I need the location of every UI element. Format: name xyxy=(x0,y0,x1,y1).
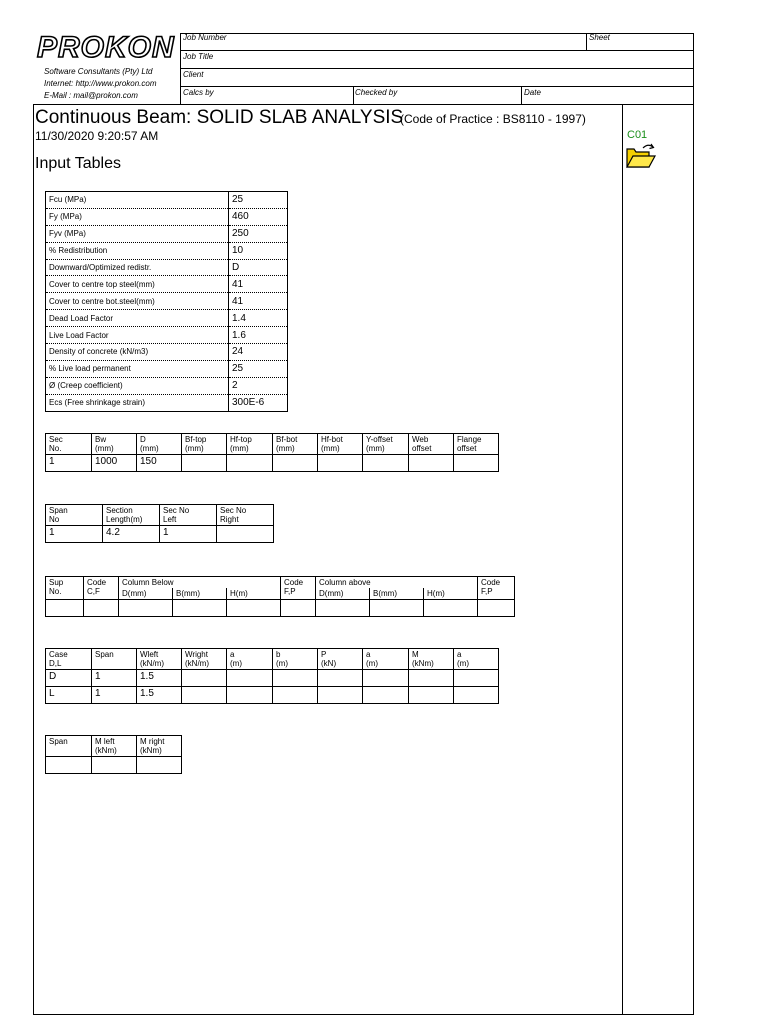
sheet-code: C01 xyxy=(627,129,648,141)
property-value: 10 xyxy=(229,242,288,259)
loads-header-cell: M (kNm) xyxy=(409,649,454,670)
table-cell xyxy=(182,670,227,687)
spans-header-cell: Sec No Left xyxy=(160,505,217,526)
table-row xyxy=(46,670,499,687)
sections-header-cell: Web offset xyxy=(409,434,454,455)
sections-header-cell: Bf-bot (mm) xyxy=(273,434,318,455)
company-website: Internet: http://www.prokon.com xyxy=(44,79,157,88)
table-cell: 150 xyxy=(137,455,182,472)
table-cell xyxy=(363,687,409,704)
table-cell xyxy=(273,455,318,472)
property-row xyxy=(46,377,288,394)
spans-table xyxy=(45,504,274,543)
table-cell: 4.2 xyxy=(103,526,160,543)
property-value: 460 xyxy=(229,208,288,225)
column-above-header: Column above xyxy=(316,577,478,589)
table-cell xyxy=(318,455,363,472)
table-row xyxy=(46,687,499,704)
calcs-by-label: Calcs by xyxy=(183,88,214,97)
table-cell xyxy=(46,757,92,774)
supports-table xyxy=(45,576,515,617)
supports-header-row xyxy=(46,577,515,589)
loads-header-cell: a (m) xyxy=(363,649,409,670)
spans-header-row xyxy=(46,505,274,526)
property-value: 41 xyxy=(229,293,288,310)
property-value: 25 xyxy=(229,192,288,209)
sheet-label: Sheet xyxy=(589,33,610,42)
property-value: 1.6 xyxy=(229,327,288,344)
property-row xyxy=(46,192,288,209)
table-cell xyxy=(363,670,409,687)
table-row xyxy=(46,455,499,472)
sections-header-cell: Sec No. xyxy=(46,434,92,455)
property-value: D xyxy=(229,259,288,276)
table-cell: 1 xyxy=(160,526,217,543)
table-cell xyxy=(217,526,274,543)
table-cell: D xyxy=(46,670,92,687)
property-value: 24 xyxy=(229,344,288,361)
property-row xyxy=(46,276,288,293)
checked-by-label: Checked by xyxy=(355,88,398,97)
table-cell xyxy=(454,687,499,704)
section-title: Input Tables xyxy=(35,155,121,172)
table-cell xyxy=(454,455,499,472)
job-title-label: Job Title xyxy=(183,52,214,61)
table-cell xyxy=(273,670,318,687)
property-label: Fy (MPa) xyxy=(46,208,229,225)
table-cell: L xyxy=(46,687,92,704)
table-cell xyxy=(409,670,454,687)
property-row xyxy=(46,327,288,344)
page-title: Continuous Beam: SOLID SLAB ANALYSIS xyxy=(35,107,404,128)
table-cell: 1 xyxy=(92,670,137,687)
sections-header-cell: Bf-top (mm) xyxy=(182,434,227,455)
moments-header-cell: M right (kNm) xyxy=(137,736,182,757)
loads-header-cell: Span xyxy=(92,649,137,670)
material-properties-table xyxy=(45,191,288,412)
moments-table xyxy=(45,735,182,774)
property-label: % Redistribution xyxy=(46,242,229,259)
property-label: Live Load Factor xyxy=(46,327,229,344)
loads-header-cell: a (m) xyxy=(454,649,499,670)
property-row xyxy=(46,208,288,225)
sections-header-row xyxy=(46,434,499,455)
table-cell xyxy=(409,455,454,472)
table-cell xyxy=(182,455,227,472)
table-cell xyxy=(227,687,273,704)
table-cell: 1 xyxy=(46,526,103,543)
moments-header-row xyxy=(46,736,182,757)
property-row xyxy=(46,293,288,310)
table-cell: 1.5 xyxy=(137,687,182,704)
open-folder-icon[interactable] xyxy=(625,143,657,174)
property-label: Cover to centre bot.steel(mm) xyxy=(46,293,229,310)
sections-header-cell: Flange offset xyxy=(454,434,499,455)
table-row xyxy=(46,757,182,774)
table-cell: 1 xyxy=(46,455,92,472)
property-label: Ecs (Free shrinkage strain) xyxy=(46,394,229,411)
property-label: Dead Load Factor xyxy=(46,310,229,327)
page-border-left xyxy=(33,104,34,1015)
table-cell xyxy=(363,455,409,472)
property-value: 25 xyxy=(229,360,288,377)
sections-header-cell: Hf-top (mm) xyxy=(227,434,273,455)
sections-header-cell: Y-offset (mm) xyxy=(363,434,409,455)
table-cell xyxy=(318,687,363,704)
property-value: 2 xyxy=(229,377,288,394)
property-row xyxy=(46,259,288,276)
loads-header-cell: b (m) xyxy=(273,649,318,670)
table-row xyxy=(46,600,515,617)
timestamp: 11/30/2020 9:20:57 AM xyxy=(35,129,159,143)
property-value: 250 xyxy=(229,225,288,242)
loads-header-cell: a (m) xyxy=(227,649,273,670)
company-name: Software Consultants (Pty) Ltd xyxy=(44,67,153,76)
loads-header-cell: Wleft (kN/m) xyxy=(137,649,182,670)
sections-header-cell: Hf-bot (mm) xyxy=(318,434,363,455)
loads-header-cell: Wright (kN/m) xyxy=(182,649,227,670)
sections-header-cell: D (mm) xyxy=(137,434,182,455)
table-cell xyxy=(227,455,273,472)
property-row xyxy=(46,242,288,259)
sections-header-cell: Bw (mm) xyxy=(92,434,137,455)
code-of-practice: (Code of Practice : BS8110 - 1997) xyxy=(400,112,586,126)
column-below-header: Column Below xyxy=(119,577,281,589)
sup-no-header: Sup No. xyxy=(46,577,84,600)
company-email: E-Mail : mail@prokon.com xyxy=(44,91,138,100)
supports-subheader-row: D(mm) B(mm) H(m) D(mm) B(mm) H(m) xyxy=(46,588,515,600)
moments-header-cell: Span xyxy=(46,736,92,757)
table-cell xyxy=(92,757,137,774)
moments-header-cell: M left (kNm) xyxy=(92,736,137,757)
table-cell: 1.5 xyxy=(137,670,182,687)
spans-header-cell: Section Length(m) xyxy=(103,505,160,526)
client-label: Client xyxy=(183,70,204,79)
table-row xyxy=(46,526,274,543)
code-fp-header: Code F,P xyxy=(281,577,316,600)
property-row xyxy=(46,225,288,242)
table-cell xyxy=(137,757,182,774)
page-border-bottom xyxy=(33,1014,694,1015)
property-label: Ø (Creep coefficient) xyxy=(46,377,229,394)
property-value: 41 xyxy=(229,276,288,293)
loads-header-cell: P (kN) xyxy=(318,649,363,670)
property-label: Cover to centre top steel(mm) xyxy=(46,276,229,293)
side-column-divider xyxy=(622,104,623,1015)
table-cell: 1 xyxy=(92,687,137,704)
sections-table xyxy=(45,433,499,472)
loads-table xyxy=(45,648,499,704)
property-row xyxy=(46,310,288,327)
prokon-logo: PROKON xyxy=(37,31,175,64)
property-label: Density of concrete (kN/m3) xyxy=(46,344,229,361)
table-cell xyxy=(182,687,227,704)
page-border-right xyxy=(693,104,694,1015)
loads-header-cell: Case D,L xyxy=(46,649,92,670)
property-value: 1.4 xyxy=(229,310,288,327)
table-cell xyxy=(409,687,454,704)
property-label: Fyv (MPa) xyxy=(46,225,229,242)
property-label: Fcu (MPa) xyxy=(46,192,229,209)
loads-header-row xyxy=(46,649,499,670)
property-row xyxy=(46,394,288,411)
table-cell xyxy=(454,670,499,687)
date-label: Date xyxy=(524,88,541,97)
table-cell: 1000 xyxy=(92,455,137,472)
property-value: 300E-6 xyxy=(229,394,288,411)
code-cf-header: Code C,F xyxy=(84,577,119,600)
spans-header-cell: Sec No Right xyxy=(217,505,274,526)
job-number-label: Job Number xyxy=(183,33,227,42)
spans-header-cell: Span No xyxy=(46,505,103,526)
property-row xyxy=(46,344,288,361)
property-label: Downward/Optimized redistr. xyxy=(46,259,229,276)
table-cell xyxy=(227,670,273,687)
code-fp-header-2: Code F,P xyxy=(478,577,515,600)
property-label: % Live load permanent xyxy=(46,360,229,377)
table-cell xyxy=(273,687,318,704)
table-cell xyxy=(318,670,363,687)
property-row xyxy=(46,360,288,377)
